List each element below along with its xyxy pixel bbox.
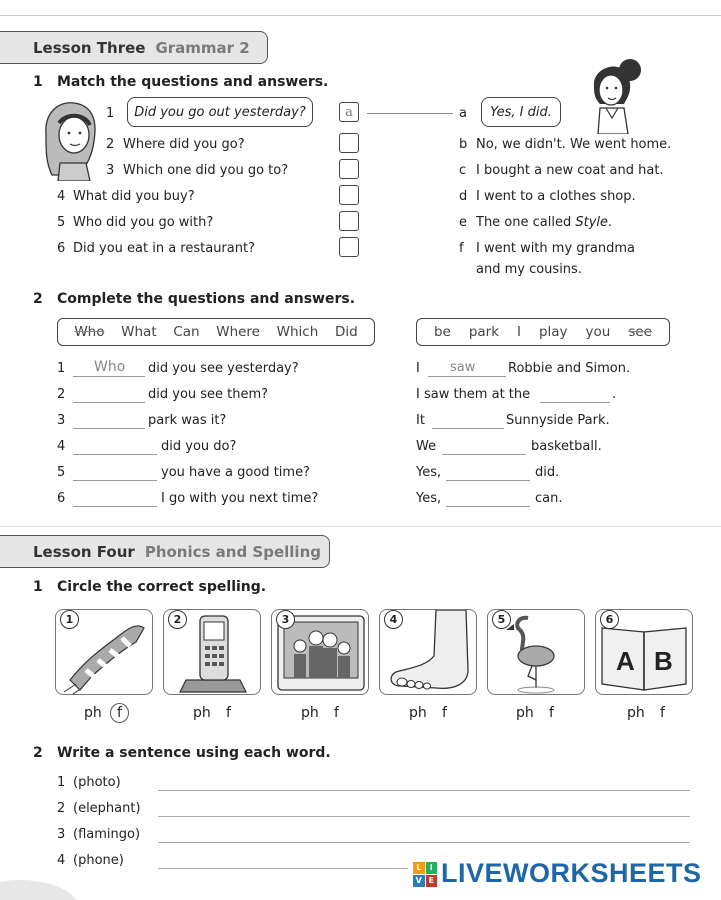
answer-blank[interactable] [446, 480, 530, 481]
answer-text: No, we didn't. We went home. [476, 137, 672, 152]
picture-number: 3 [276, 610, 295, 629]
spelling-option-f[interactable]: f [442, 705, 447, 721]
spelling-option-f[interactable]: f [226, 705, 231, 721]
logo-icon-letter: I [426, 862, 438, 874]
picture-number: 5 [492, 610, 511, 629]
woman-illustration [580, 56, 652, 134]
book-letter: A [616, 646, 635, 676]
spelling-option-f[interactable]: f [549, 705, 554, 721]
question-text: did you do? [161, 439, 237, 454]
word-bank-item: Did [334, 324, 358, 340]
answer-a-text: Yes, I did. [490, 104, 552, 120]
question-number: 2 [106, 137, 115, 152]
exercise-number: 2 [33, 745, 43, 761]
match-answer-box[interactable] [339, 211, 359, 231]
lesson-title: Lesson Four [33, 542, 135, 561]
top-divider [0, 15, 721, 16]
logo-icon [413, 862, 437, 886]
question-blank-fill: Who [94, 359, 126, 375]
item-number: 4 [57, 853, 66, 868]
exercise-number: 1 [33, 579, 43, 595]
question-text: Which one did you go to? [123, 163, 289, 178]
word-bank-item: you [585, 324, 611, 340]
item-word: (photo) [73, 775, 121, 790]
question-text: Who did you go with? [73, 215, 214, 230]
match-answer-box[interactable] [339, 185, 359, 205]
speech-bubble-answer [481, 97, 561, 127]
spelling-option-ph[interactable]: ph [301, 705, 319, 721]
word-bank-item: see [628, 324, 652, 340]
spelling-option-f-circled[interactable]: f [110, 703, 129, 723]
question-text: Where did you go? [123, 137, 245, 152]
answer-blank[interactable] [446, 506, 530, 507]
spelling-option-ph[interactable]: ph [627, 705, 645, 721]
exercise-title: Circle the correct spelling. [57, 579, 267, 595]
answer-word-bank [416, 318, 670, 346]
question-number: 1 [106, 106, 115, 121]
answer-text: I went with my grandma [476, 241, 635, 256]
question-text: did you see them? [148, 387, 269, 402]
answer-text-continued: and my cousins. [476, 262, 582, 277]
girl-illustration [38, 97, 106, 181]
answer-pre: It [416, 413, 425, 428]
sentence-line[interactable] [158, 790, 690, 791]
spelling-option-ph[interactable]: ph [84, 705, 102, 721]
item-number: 1 [57, 775, 66, 790]
logo-text: LIVEWORKSHEETS [441, 858, 702, 888]
question-text: Did you eat in a restaurant? [73, 241, 255, 256]
question-blank[interactable] [73, 402, 145, 403]
liveworksheets-logo [413, 858, 702, 889]
lesson-title: Lesson Three [33, 38, 146, 57]
row-number: 3 [57, 413, 66, 428]
exercise-number: 2 [33, 291, 43, 307]
question-text: park was it? [148, 413, 227, 428]
exercise-title: Match the questions and answers. [57, 74, 329, 90]
answer-text-part: . [608, 215, 613, 230]
answer-post: . [612, 387, 617, 402]
question-number: 3 [106, 163, 115, 178]
answer-post: did. [535, 465, 560, 480]
lesson-subtitle: Grammar 2 [155, 38, 250, 57]
spelling-option-f[interactable]: f [660, 705, 665, 721]
picture-number: 6 [600, 610, 619, 629]
answer-text: I bought a new coat and hat. [476, 163, 664, 178]
word-bank-item: Which [276, 324, 319, 340]
item-word: (flamingo) [73, 827, 141, 842]
answer-post: Robbie and Simon. [508, 361, 631, 376]
answer-pre: Yes, [416, 465, 442, 480]
word-bank-item: Where [216, 324, 260, 340]
spelling-option-f[interactable]: f [334, 705, 339, 721]
answer-post: Sunnyside Park. [506, 413, 610, 428]
speech-bubble-question [127, 97, 313, 127]
answer-blank-fill: saw [450, 360, 476, 375]
item-number: 3 [57, 827, 66, 842]
answer-blank[interactable] [540, 402, 610, 403]
answer-text: I went to a clothes shop. [476, 189, 636, 204]
lesson-three-header [0, 31, 268, 64]
word-bank-item: What [121, 324, 157, 340]
lesson-subtitle: Phonics and Spelling [144, 542, 321, 561]
answer-blank[interactable] [432, 428, 504, 429]
row-number: 6 [57, 491, 66, 506]
answer-text [476, 215, 612, 230]
word-bank-item: Who [74, 324, 105, 340]
lesson-four-header [0, 535, 330, 568]
section-divider [0, 526, 721, 527]
sentence-line[interactable] [158, 816, 690, 817]
sentence-line[interactable] [158, 868, 408, 869]
question-number: 6 [57, 241, 66, 256]
item-word: (phone) [73, 853, 124, 868]
book-letter: B [654, 646, 673, 676]
question-blank[interactable] [73, 480, 157, 481]
word-bank-item: I [517, 324, 521, 340]
logo-icon-letter: L [413, 862, 425, 874]
question-blank[interactable] [73, 376, 145, 377]
answer-blank[interactable] [442, 454, 526, 455]
logo-icon-letter: E [426, 875, 438, 887]
answer-text-emphasis: Style [575, 215, 609, 230]
answer-letter: d [459, 189, 468, 204]
word-bank-item: Can [173, 324, 200, 340]
word-bank-item: park [468, 324, 500, 340]
question-word-bank [57, 318, 375, 346]
answer-pre: I [416, 361, 420, 376]
answer-letter: b [459, 137, 468, 152]
answer-pre: We [416, 439, 437, 454]
row-number: 2 [57, 387, 66, 402]
corner-shadow [0, 880, 80, 900]
match-answer-box[interactable]: a [339, 102, 359, 122]
question-text: What did you buy? [73, 189, 195, 204]
match-answer-box[interactable] [339, 237, 359, 257]
answer-post: can. [535, 491, 563, 506]
question-1-text: Did you go out yesterday? [134, 104, 306, 120]
exercise-number: 1 [33, 74, 43, 90]
item-word: (elephant) [73, 801, 141, 816]
item-number: 2 [57, 801, 66, 816]
match-answer-box[interactable] [339, 159, 359, 179]
row-number: 5 [57, 465, 66, 480]
question-number: 4 [57, 189, 66, 204]
sentence-line[interactable] [158, 842, 690, 843]
word-bank-item: play [538, 324, 568, 340]
spelling-option-ph[interactable]: ph [516, 705, 534, 721]
question-number: 5 [57, 215, 66, 230]
question-text: you have a good time? [161, 465, 310, 480]
answer-pre: Yes, [416, 491, 442, 506]
exercise-title: Complete the questions and answers. [57, 291, 356, 307]
answer-letter: e [459, 215, 467, 230]
answer-letter: a [459, 106, 467, 121]
answer-post: basketball. [531, 439, 602, 454]
spelling-option-ph[interactable]: ph [193, 705, 211, 721]
word-bank-item: be [433, 324, 451, 340]
answer-blank[interactable] [428, 376, 506, 377]
answer-text-part: The one called [476, 215, 576, 230]
picture-number: 2 [168, 610, 187, 629]
answer-pre: I saw them at the [416, 387, 531, 402]
spelling-option-ph[interactable]: ph [409, 705, 427, 721]
row-number: 1 [57, 361, 66, 376]
connector-line [367, 113, 453, 114]
answer-letter: f [459, 241, 464, 256]
picture-number: 4 [384, 610, 403, 629]
answer-letter: c [459, 163, 467, 178]
exercise-title: Write a sentence using each word. [57, 745, 331, 761]
picture-number: 1 [60, 610, 79, 629]
question-blank[interactable] [73, 428, 145, 429]
row-number: 4 [57, 439, 66, 454]
match-answer-box[interactable] [339, 133, 359, 153]
logo-icon-letter: V [413, 875, 425, 887]
question-blank[interactable] [73, 454, 157, 455]
question-blank[interactable] [73, 506, 157, 507]
question-text: did you see yesterday? [148, 361, 299, 376]
question-text: I go with you next time? [161, 491, 319, 506]
